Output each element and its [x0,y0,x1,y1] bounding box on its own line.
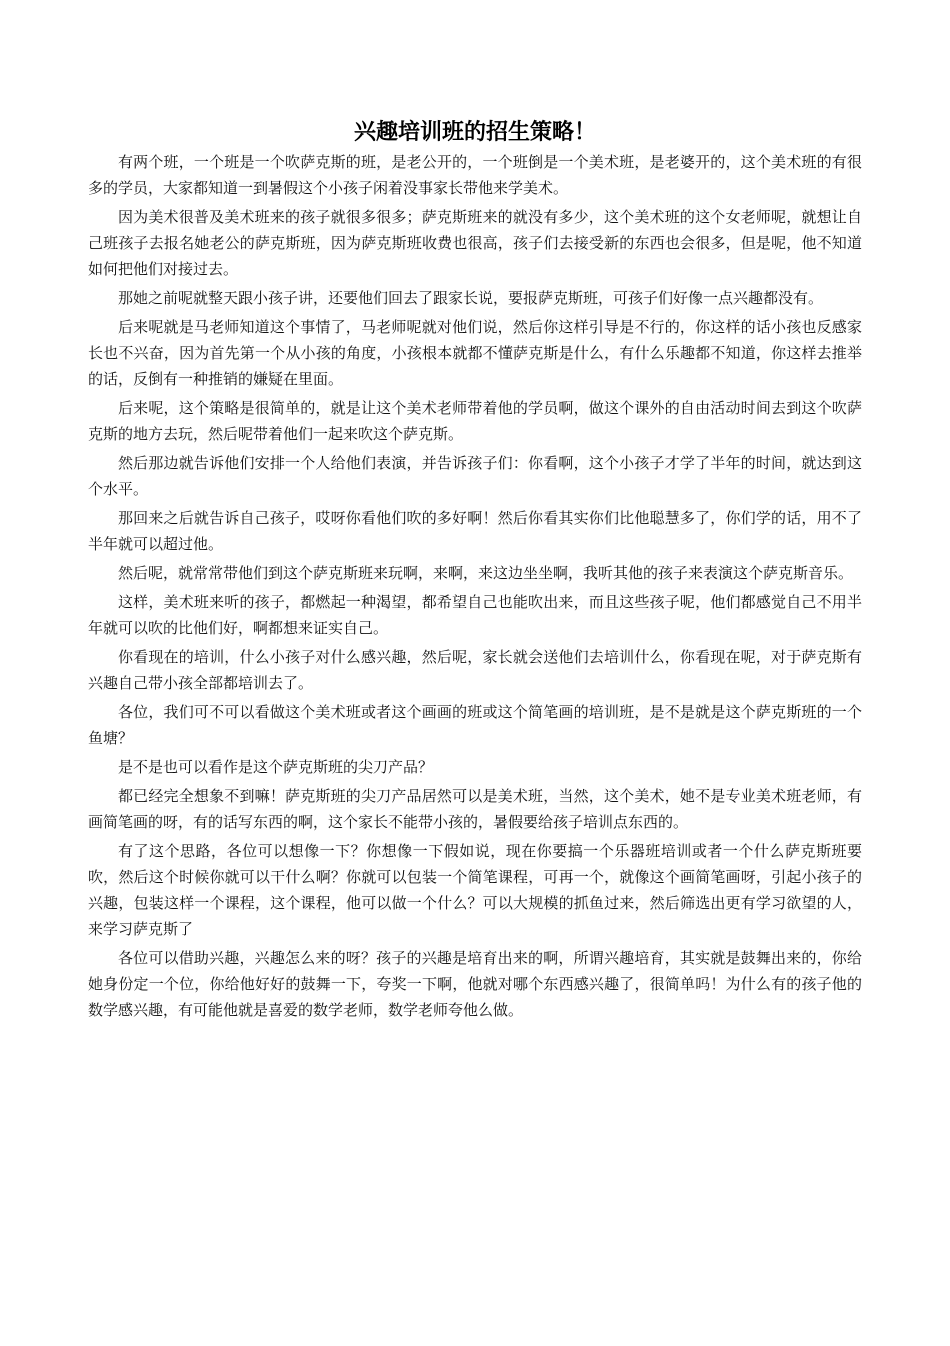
document-body [88,149,862,1026]
paragraph: 那回来之后就告诉自己孩子，哎呀你看他们吹的多好啊！然后你看其实你们比他聪慧多了，你们学的话，用不了半年就可以超过他。 [88,509,862,553]
document-title: 兴趣培训班的招生策略！ [353,120,596,145]
paragraph: 后来呢就是马老师知道这个事情了，马老师呢就对他们说，然后你这样引导是不行的，你这样的话小孩也反感家长也不兴奋，因为首先第一个从小孩的角度，小孩根本就都不懂萨克斯是什么，有什么乐趣都不知道，你这样去推举的话，反倒有一种推销的嫌疑在里面。 [88,318,862,388]
paragraph: 那她之前呢就整天跟小孩子讲，还要他们回去了跟家长说，要报萨克斯班，可孩子们好像一点兴趣都没有。 [118,289,824,307]
paragraph: 你看现在的培训，什么小孩子对什么感兴趣，然后呢，家长就会送他们去培训什么，你看现在呢，对于萨克斯有兴趣自己带小孩全部都培训去了。 [88,648,862,692]
paragraph: 各位，我们可不可以看做这个美术班或者这个画画的班或这个简笔画的培训班，是不是就是这个萨克斯班的一个鱼塘？ [88,703,862,747]
paragraph: 后来呢，这个策略是很简单的，就是让这个美术老师带着他的学员啊，做这个课外的自由活动时间去到这个吹萨克斯的地方去玩，然后呢带着他们一起来吹这个萨克斯。 [88,399,862,443]
paragraph: 有了这个思路，各位可以想像一下？你想像一下假如说，现在你要搞一个乐器班培训或者一个什么萨克斯班要吹，然后这个时候你就可以干什么啊？你就可以包装一个简笔课程，可再一个，就像这个画简笔画呀，引起小孩子的兴趣，包装这样一个课程，这个课程，他可以做一个什么？可以大规模的抓鱼过来，然后筛选出更有学习欲望的人，来学习萨克斯了 [88,842,862,938]
paragraph: 是不是也可以看作是这个萨克斯班的尖刀产品？ [118,758,434,776]
paragraph: 都已经完全想象不到嘛！萨克斯班的尖刀产品居然可以是美术班，当然，这个美术，她不是专业美术班老师，有画简笔画的呀，有的话写东西的啊，这个家长不能带小孩的，暑假要给孩子培训点东西的。 [88,787,862,831]
paragraph: 各位可以借助兴趣，兴趣怎么来的呀？孩子的兴趣是培育出来的啊，所谓兴趣培育，其实就是鼓舞出来的，你给她身份定一个位，你给他好好的鼓舞一下，夸奖一下啊，他就对哪个东西感兴趣了，很简单吗！为什么有的孩子他的数学感兴趣，有可能他就是喜爱的数学老师，数学老师夸他么做。 [88,949,862,1019]
paragraph: 然后那边就告诉他们安排一个人给他们表演，并告诉孩子们：你看啊，这个小孩子才学了半年的时间，就达到这个水平。 [88,454,862,498]
paragraph: 因为美术很普及美术班来的孩子就很多很多；萨克斯班来的就没有多少，这个美术班的这个女老师呢，就想让自己班孩子去报名她老公的萨克斯班，因为萨克斯班收费也很高，孩子们去接受新的东西也会很多，但是呢，他不知道如何把他们对接过去。 [88,208,862,278]
paragraph: 有两个班，一个班是一个吹萨克斯的班，是老公开的，一个班倒是一个美术班，是老婆开的，这个美术班的有很多的学员，大家都知道一到暑假这个小孩子闲着没事家长带他来学美术。 [88,153,862,197]
paragraph: 这样，美术班来听的孩子，都燃起一种渴望，都希望自己也能吹出来，而且这些孩子呢，他们都感觉自己不用半年就可以吹的比他们好，啊都想来证实自己。 [88,593,862,637]
paragraph: 然后呢，就常常带他们到这个萨克斯班来玩啊，来啊，来这边坐坐啊，我听其他的孩子来表演这个萨克斯音乐。 [118,564,854,582]
